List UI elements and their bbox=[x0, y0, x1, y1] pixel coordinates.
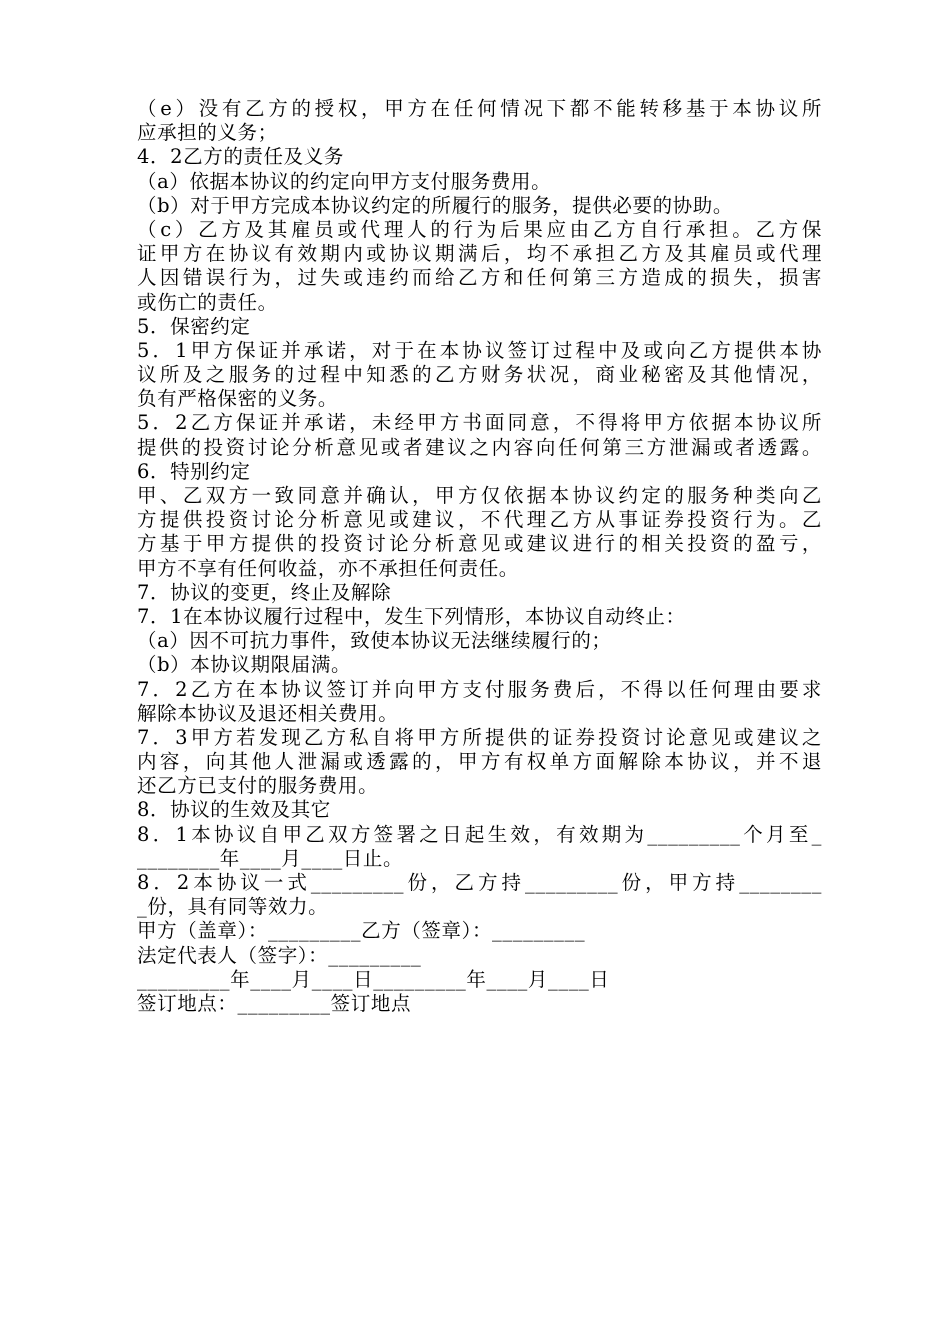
contract-text bbox=[137, 97, 822, 1016]
text-line: （b）对于甲方完成本协议约定的所履行的服务，提供必要的协助。 bbox=[137, 193, 733, 217]
text-line: 法定代表人（签字）：_________ bbox=[137, 943, 422, 967]
text-line: （a）因不可抗力事件，致使本协议无法继续履行的； bbox=[137, 629, 612, 653]
text-line: 8．1本协议自甲乙双方签署之日起生效，有效期为_________个月至_ bbox=[137, 822, 822, 846]
text-line: （c）乙方及其雇员或代理人的行为后果应由乙方自行承担。乙方保 bbox=[137, 217, 822, 241]
text-line: 6．特别约定 bbox=[137, 459, 251, 483]
text-line: 或伤亡的责任。 bbox=[137, 290, 278, 314]
text-line: 8．2本协议一式_________份，乙方持_________份，甲方持________ bbox=[137, 871, 822, 894]
text-line: 7．协议的变更，终止及解除 bbox=[137, 580, 392, 604]
text-line: 负有严格保密的义务。 bbox=[137, 387, 339, 411]
text-line: （e）没有乙方的授权，甲方在任何情况下都不能转移基于本协议所 bbox=[137, 97, 822, 120]
text-line: 方提供投资讨论分析意见或建议，不代理乙方从事证券投资行为。乙 bbox=[137, 508, 822, 532]
text-line: 7．1在本协议履行过程中，发生下列情形，本协议自动终止： bbox=[137, 604, 686, 628]
text-line: ________年____月____日止。 bbox=[137, 846, 404, 870]
text-line: 甲方不享有任何收益，亦不承担任何责任。 bbox=[137, 556, 519, 580]
text-line: _份，具有同等效力。 bbox=[137, 895, 329, 919]
text-line: 解除本协议及退还相关费用。 bbox=[137, 701, 399, 725]
text-line: 签订地点：_________签订地点 bbox=[137, 991, 412, 1015]
text-line: （a）依据本协议的约定向甲方支付服务费用。 bbox=[137, 169, 552, 193]
text-line: 4．2乙方的责任及义务 bbox=[137, 145, 344, 169]
text-line: （b）本协议期限届满。 bbox=[137, 653, 352, 677]
text-line: 方基于甲方提供的投资讨论分析意见或建议进行的相关投资的盈亏， bbox=[137, 532, 822, 556]
text-line: 应承担的义务； bbox=[137, 121, 278, 145]
text-line: _________年____月____日_________年____月____日 bbox=[137, 967, 610, 991]
text-line: 7．3甲方若发现乙方私自将甲方所提供的证券投资讨论意见或建议之 bbox=[137, 725, 822, 749]
text-line: 证甲方在协议有效期内或协议期满后，均不承担乙方及其雇员或代理 bbox=[137, 242, 822, 266]
text-line: 5．1甲方保证并承诺，对于在本协议签订过程中及或向乙方提供本协 bbox=[137, 338, 822, 362]
text-line: 内容，向其他人泄漏或透露的，甲方有权单方面解除本协议，并不退 bbox=[137, 750, 822, 774]
text-line: 甲、乙双方一致同意并确认，甲方仅依据本协议约定的服务种类向乙 bbox=[137, 484, 822, 507]
text-line: 8．协议的生效及其它 bbox=[137, 798, 331, 822]
text-line: 7．2乙方在本协议签订并向甲方支付服务费后，不得以任何理由要求 bbox=[137, 677, 822, 701]
text-line: 5．保密约定 bbox=[137, 314, 251, 338]
text-line: 甲方（盖章）：_________乙方（签章）：_________ bbox=[137, 919, 586, 943]
text-line: 提供的投资讨论分析意见或者建议之内容向任何第三方泄漏或者透露。 bbox=[137, 435, 822, 459]
text-line: 还乙方已支付的服务费用。 bbox=[137, 774, 379, 798]
text-line: 议所及之服务的过程中知悉的乙方财务状况，商业秘密及其他情况， bbox=[137, 363, 822, 387]
text-line: 5．2乙方保证并承诺，未经甲方书面同意，不得将甲方依据本协议所 bbox=[137, 411, 822, 435]
text-line: 人因错误行为，过失或违约而给乙方和任何第三方造成的损失，损害 bbox=[137, 266, 822, 290]
